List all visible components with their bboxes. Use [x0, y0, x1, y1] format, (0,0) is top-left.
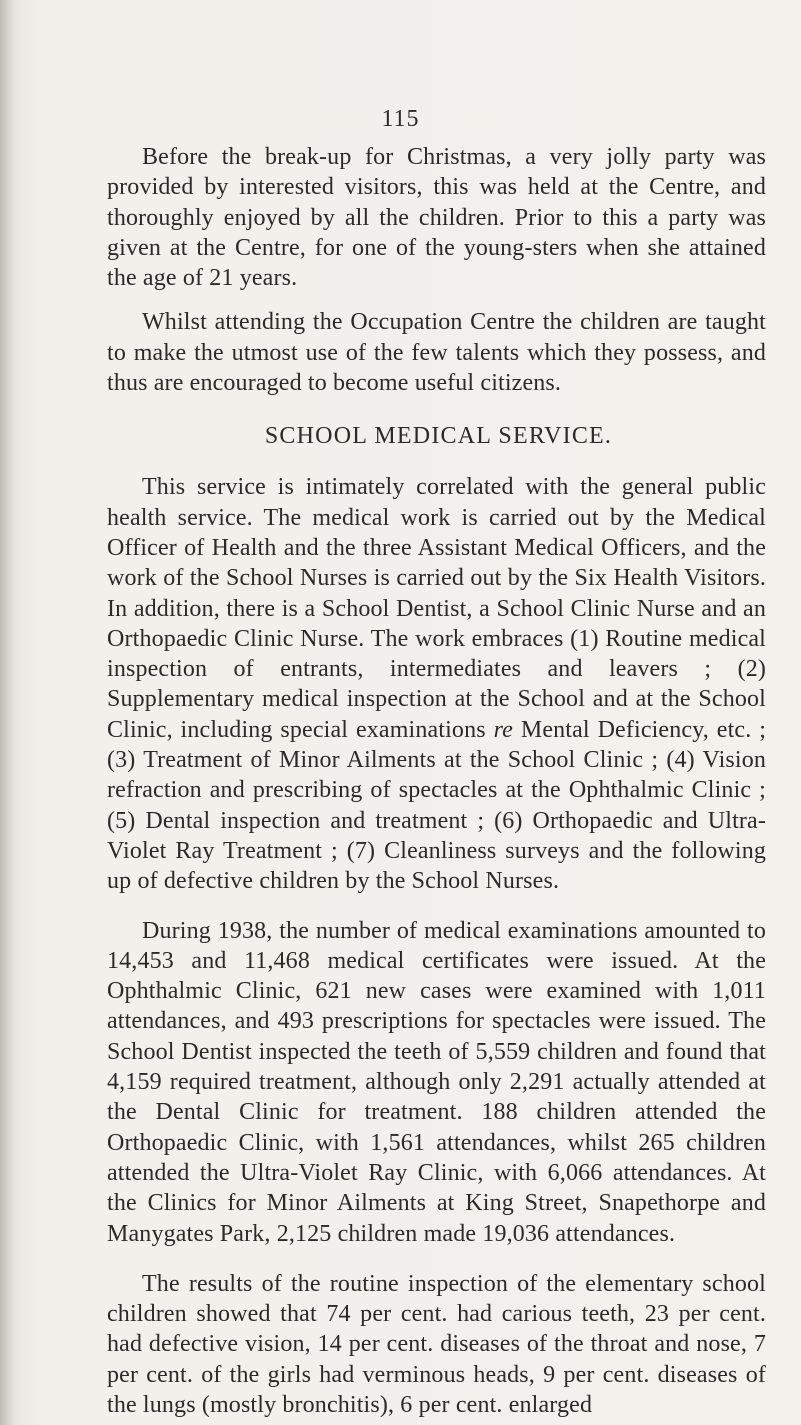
paragraph-service-description [107, 472, 766, 896]
page-number: 115 [381, 106, 420, 132]
paragraph-inspection-results: The results of the routine inspection of the elementary school children showed that 74 per cent. had carious teeth, 23 per cent. had defective vision, 14 per cent. diseases of the throat and nose, 7 per cent. of the girls had verminous heads, 9 per cent. diseases of the lungs (mostly bronchitis), 6 per cent. enlarged [107, 1270, 766, 1418]
paragraph-christmas-party: Before the break-up for Christmas, a very jolly party was provided by interested visitors, this was held at the Centre, and thoroughly enjoyed by all the children. Prior to this a party was given at the Centre, for one of the young-sters when she attained the age of 21 years. [107, 144, 766, 292]
paragraph-statistics-1938: During 1938, the number of medical examinations amounted to 14,453 and 11,468 medical certificates were issued. At the Ophthalmic Clinic, 621 new cases were examined with 1,011 attendances, and 493 prescriptions for spectacles were issued. The School Dentist inspected the teeth of 5,559 children and found that 4,159 required treatment, although only 2,291 actually attended at the Dental Clinic for treatment. 188 children attended the Orthopaedic Clinic, with 1,561 attendances, whilst 265 children attended the Ultra-Violet Ray Clinic, with 6,066 attendances. At the Clinics for Minor Ailments at King Street, Snapethorpe and Manygates Park, 2,125 children made 19,036 attendances. [107, 917, 766, 1247]
section-heading: SCHOOL MEDICAL SERVICE. [264, 423, 613, 450]
paragraph-occupation-centre: Whilst attending the Occupation Centre the children are taught to make the utmost use of the few talents which they possess, and thus are encouraged to become useful citizens. [107, 309, 766, 397]
page-edge-shadow [0, 0, 14, 1425]
service-text-re: re [493, 716, 513, 743]
service-text-part2: Mental Deficiency, etc. ; (3) Treatment of Minor Ailments at the School Clinic ; (4) Vision refraction and prescribing of spectacles at the Ophthalmic Clinic ; (5) Dental inspection and treatment ; (6) Orthopaedic and Ultra-Violet Ray Treatment ; (7) Cleanliness surveys and the following up of defective children by the School Nurses. [107, 716, 767, 895]
service-text-part1: This service is intimately correlated with the general public health service. The medical work is carried out by the Medical Officer of Health and the three Assistant Medical Officers, and the work of the School Nurses is carried out by the Six Health Visitors. In addition, there is a School Dentist, a School Clinic Nurse and an Orthopaedic Clinic Nurse. The work embraces (1) Routine medical inspection of entrants, intermediates and leavers ; (2) Supplementary medical inspection at the School and at the School Clinic, including special examinations [107, 474, 766, 743]
page-body [107, 142, 766, 1420]
